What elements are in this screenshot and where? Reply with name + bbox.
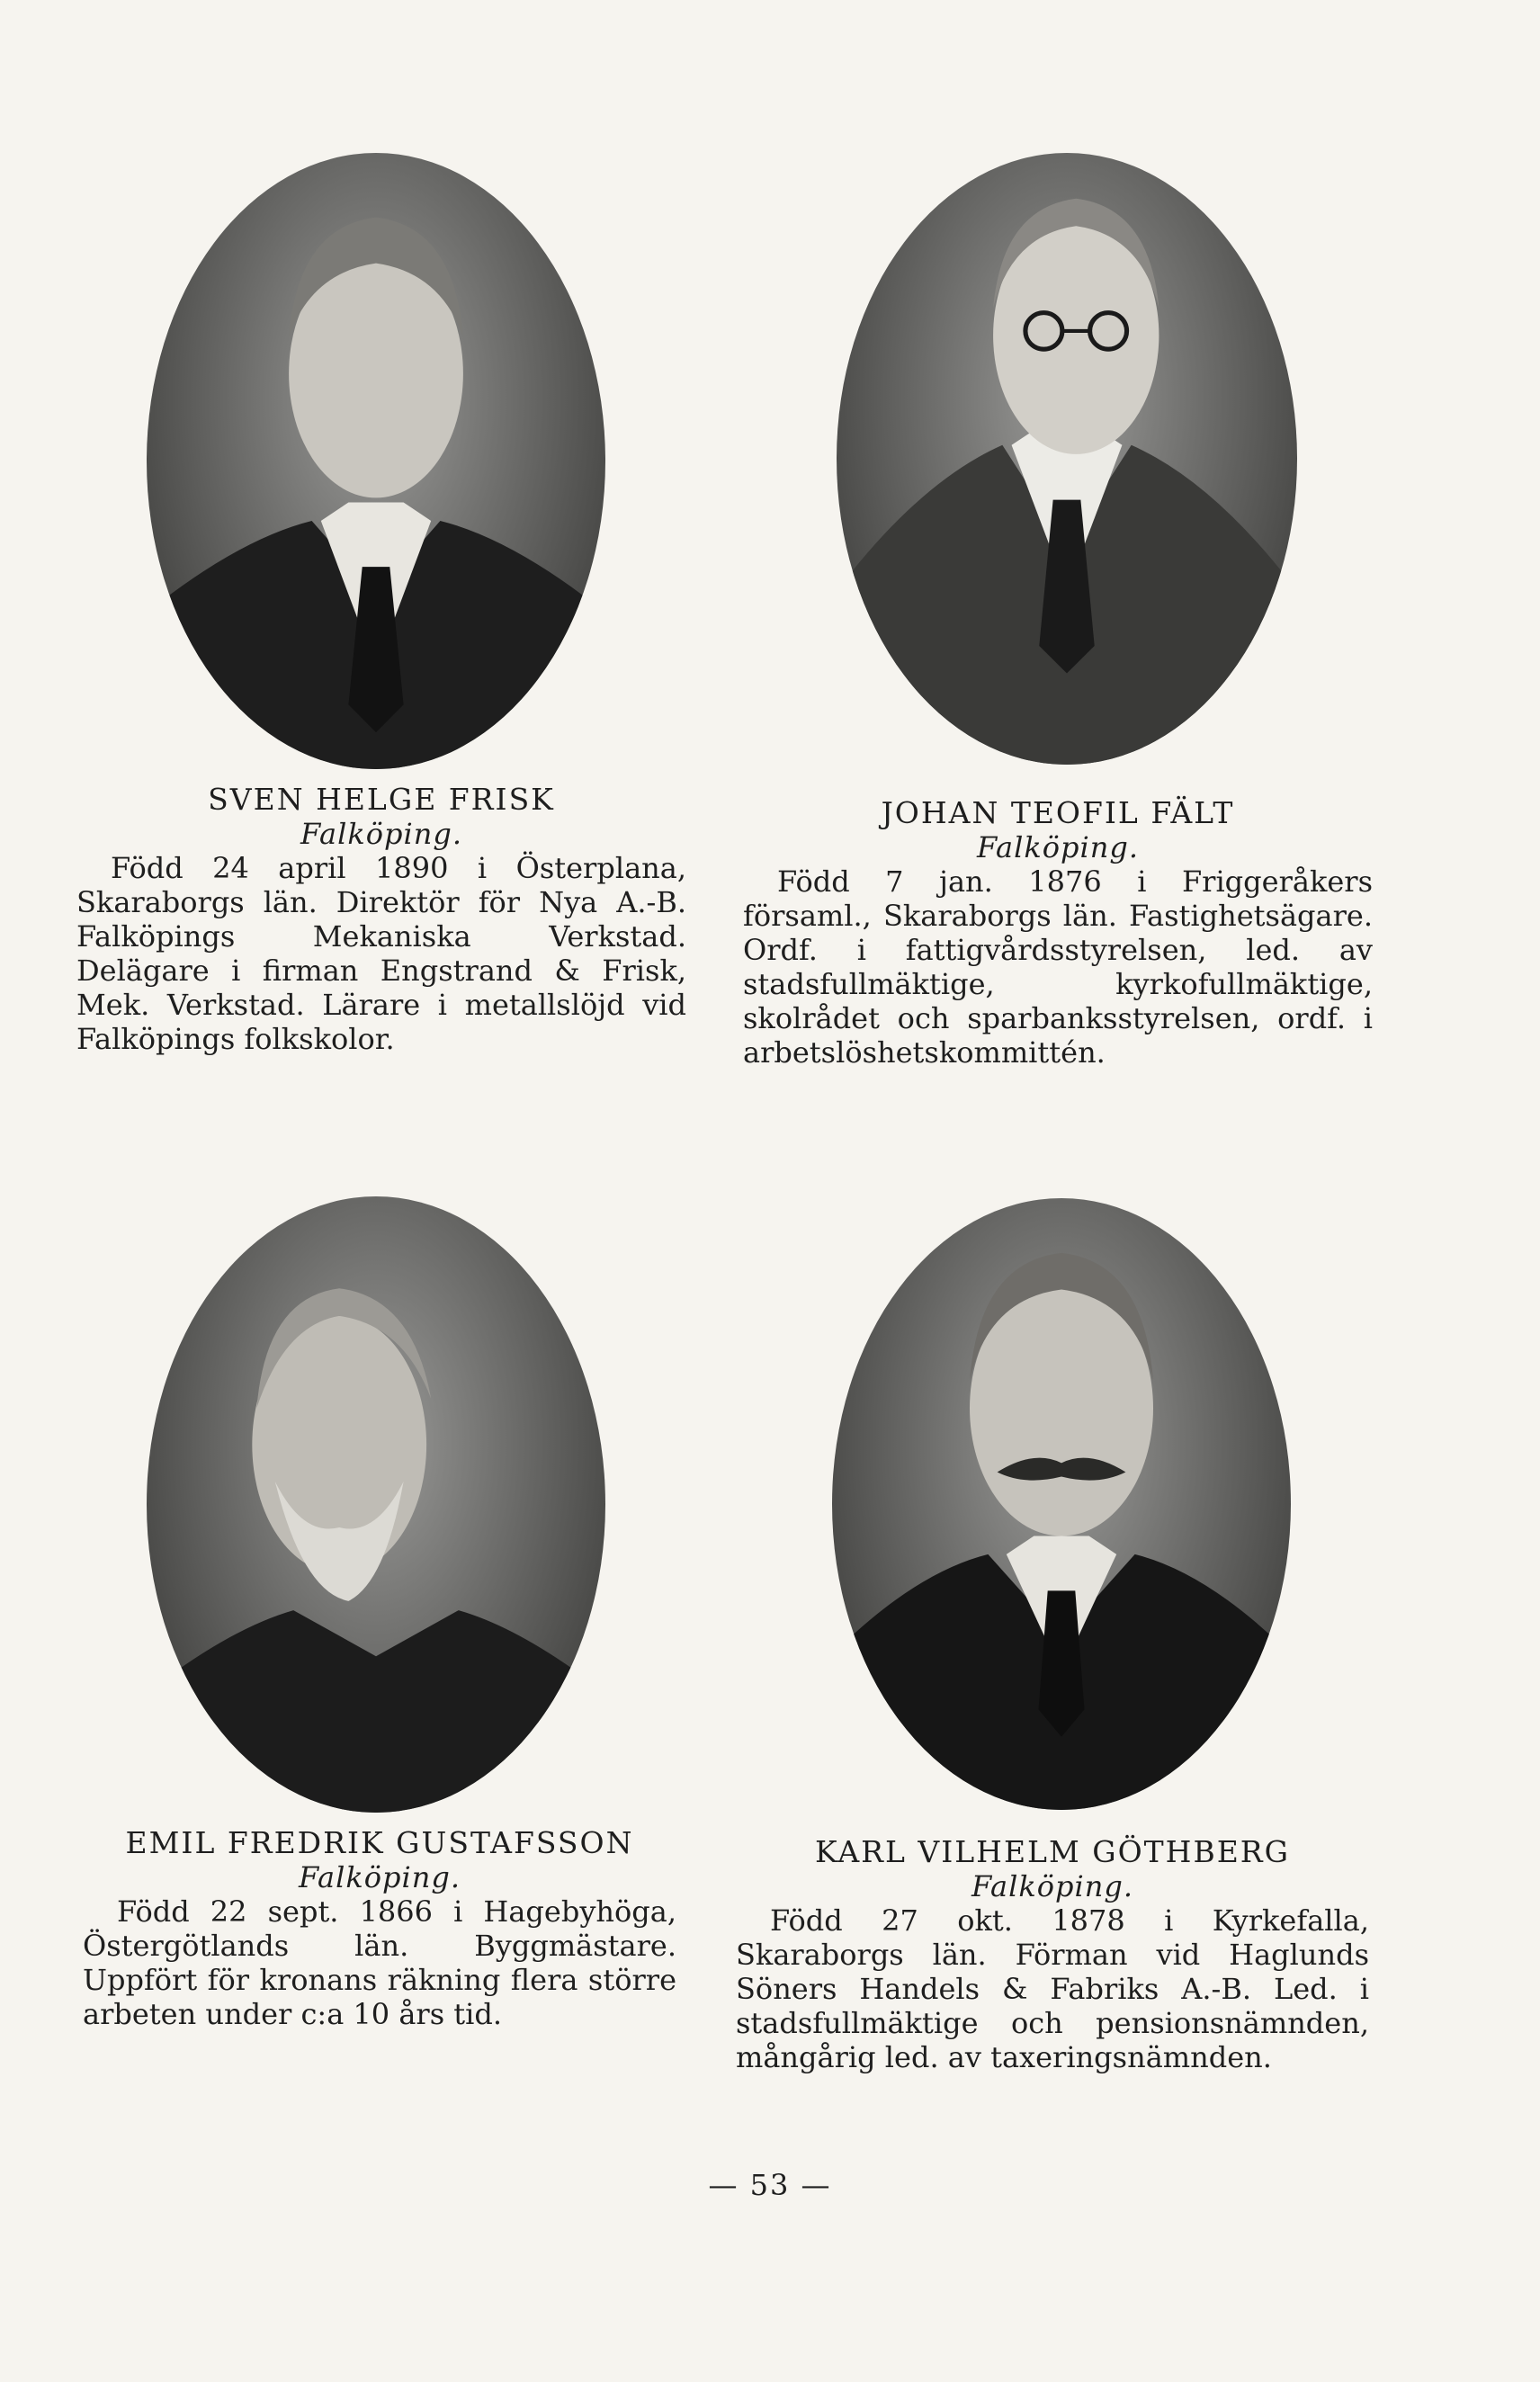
person-name: KARL VILHELM GÖTHBERG: [815, 1834, 1290, 1869]
portrait-emil-fredrik-gustafsson: [147, 1196, 605, 1813]
entry-karl-vilhelm-gothberg: [736, 1835, 1369, 2074]
person-place: Falköping.: [299, 1860, 461, 1894]
person-place: Falköping.: [971, 1869, 1133, 1903]
person-name: JOHAN TEOFIL FÄLT: [881, 795, 1235, 830]
person-biography: Född 27 okt. 1878 i Kyrkefalla, Skaraborgs län. Förman vid Haglunds Söners Handels & Fabriks A.-B. Led. i stadsfullmäktige och pensionsnämnden, mångårig led. av taxeringsnämnden.: [736, 1903, 1369, 2074]
person-biography: Född 24 april 1890 i Österplana, Skaraborgs län. Direktör för Nya A.-B. Falköpings Mekaniska Verkstad. Delägare i firman Engstrand & Frisk, Mek. Verkstad. Lärare i metallslöjd vid Falköpings folkskolor.: [76, 851, 686, 1056]
person-name: SVEN HELGE FRISK: [208, 782, 555, 817]
entry-sven-helge-frisk: [76, 783, 686, 1056]
portrait-karl-vilhelm-gothberg: [832, 1198, 1291, 1810]
person-place: Falköping.: [300, 817, 462, 851]
entry-johan-teofil-falt: [743, 796, 1373, 1070]
page-number: — 53 —: [708, 2168, 832, 2202]
person-place: Falköping.: [977, 830, 1139, 864]
portrait-sven-helge-frisk: [147, 153, 605, 769]
portrait-johan-teofil-falt: [837, 153, 1297, 765]
entry-emil-fredrik-gustafsson: [83, 1826, 676, 2031]
person-biography: Född 7 jan. 1876 i Friggeråkers församl., Skaraborgs län. Fastighetsägare. Ordf. i fattigvårdsstyrelsen, led. av stadsfullmäktige, kyrkofullmäktige, skolrådet och sparbanksstyrelsen, ordf. i arbetslöshetskommittén.: [743, 864, 1373, 1070]
person-name: EMIL FREDRIK GUSTAFSSON: [125, 1825, 634, 1860]
person-biography: Född 22 sept. 1866 i Hagebyhöga, Östergötlands län. Byggmästare. Uppfört för kronans räkning flera större arbeten under c:a 10 års tid.: [83, 1894, 676, 2031]
